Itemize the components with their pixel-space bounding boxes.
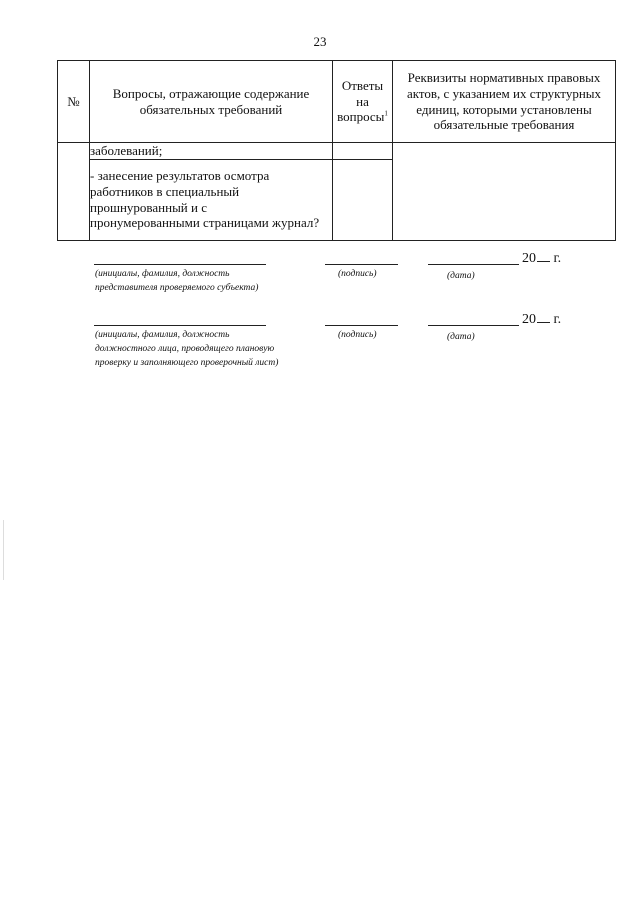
name-caption-line: представителя проверяемого субъекта) bbox=[95, 283, 259, 293]
signature-caption: (подпись) bbox=[338, 269, 377, 279]
date-caption: (дата) bbox=[447, 271, 475, 281]
name-line[interactable] bbox=[94, 264, 266, 265]
requisites-cell bbox=[393, 143, 616, 241]
scan-margin-mark bbox=[3, 520, 4, 580]
question-line: пронумерованными страницами журнал? bbox=[90, 215, 320, 231]
checklist-table bbox=[57, 60, 616, 241]
column-header-answers bbox=[333, 61, 393, 143]
answer-cell[interactable] bbox=[333, 143, 393, 160]
date-line[interactable] bbox=[428, 264, 519, 265]
answers-header-line3 bbox=[333, 109, 392, 125]
page-number: 23 bbox=[313, 34, 327, 49]
signature-caption: (подпись) bbox=[338, 330, 377, 340]
number-cell bbox=[58, 143, 90, 241]
year-suffix: г. bbox=[553, 251, 562, 266]
year-field bbox=[522, 251, 561, 267]
answers-header-line1: Ответы bbox=[341, 78, 384, 94]
answers-header-line2: на bbox=[356, 93, 369, 109]
name-line[interactable] bbox=[94, 325, 266, 326]
column-header-questions: Вопросы, отражающие содержание обязательных требований bbox=[90, 61, 333, 143]
year-suffix: г. bbox=[553, 312, 562, 327]
question-cell: заболеваний; bbox=[90, 143, 333, 160]
question-cell bbox=[90, 159, 333, 240]
name-caption bbox=[95, 267, 258, 295]
name-caption-line: проверку и заполняющего проверочный лист) bbox=[95, 358, 279, 368]
name-caption bbox=[95, 328, 278, 370]
question-line: прошнурованный и с bbox=[90, 199, 207, 215]
column-header-number: № bbox=[58, 61, 90, 143]
question-line: - занесение результатов осмотра bbox=[90, 168, 270, 184]
name-caption-line: (инициалы, фамилия, должность bbox=[95, 269, 230, 279]
signature-line[interactable] bbox=[325, 264, 398, 265]
answers-header-word: вопросы bbox=[337, 109, 385, 125]
name-caption-line: (инициалы, фамилия, должность bbox=[95, 330, 230, 340]
table-row bbox=[58, 143, 616, 160]
year-prefix: 20 bbox=[522, 251, 536, 266]
signature-line[interactable] bbox=[325, 325, 398, 326]
table-header-row bbox=[58, 61, 616, 143]
year-field bbox=[522, 312, 561, 328]
column-header-requisites: Реквизиты нормативных правовых актов, с указанием их структурных единиц, которыми установлены обязательные требования bbox=[393, 61, 616, 143]
name-caption-line: должностного лица, проводящего плановую bbox=[95, 344, 275, 354]
date-caption: (дата) bbox=[447, 332, 475, 342]
footnote-marker: 1 bbox=[384, 109, 388, 118]
year-blank[interactable] bbox=[537, 251, 550, 262]
year-blank[interactable] bbox=[537, 312, 550, 323]
year-prefix: 20 bbox=[522, 312, 536, 327]
date-line[interactable] bbox=[428, 325, 519, 326]
question-line: работников в специальный bbox=[90, 184, 240, 199]
answer-cell[interactable] bbox=[333, 159, 393, 240]
